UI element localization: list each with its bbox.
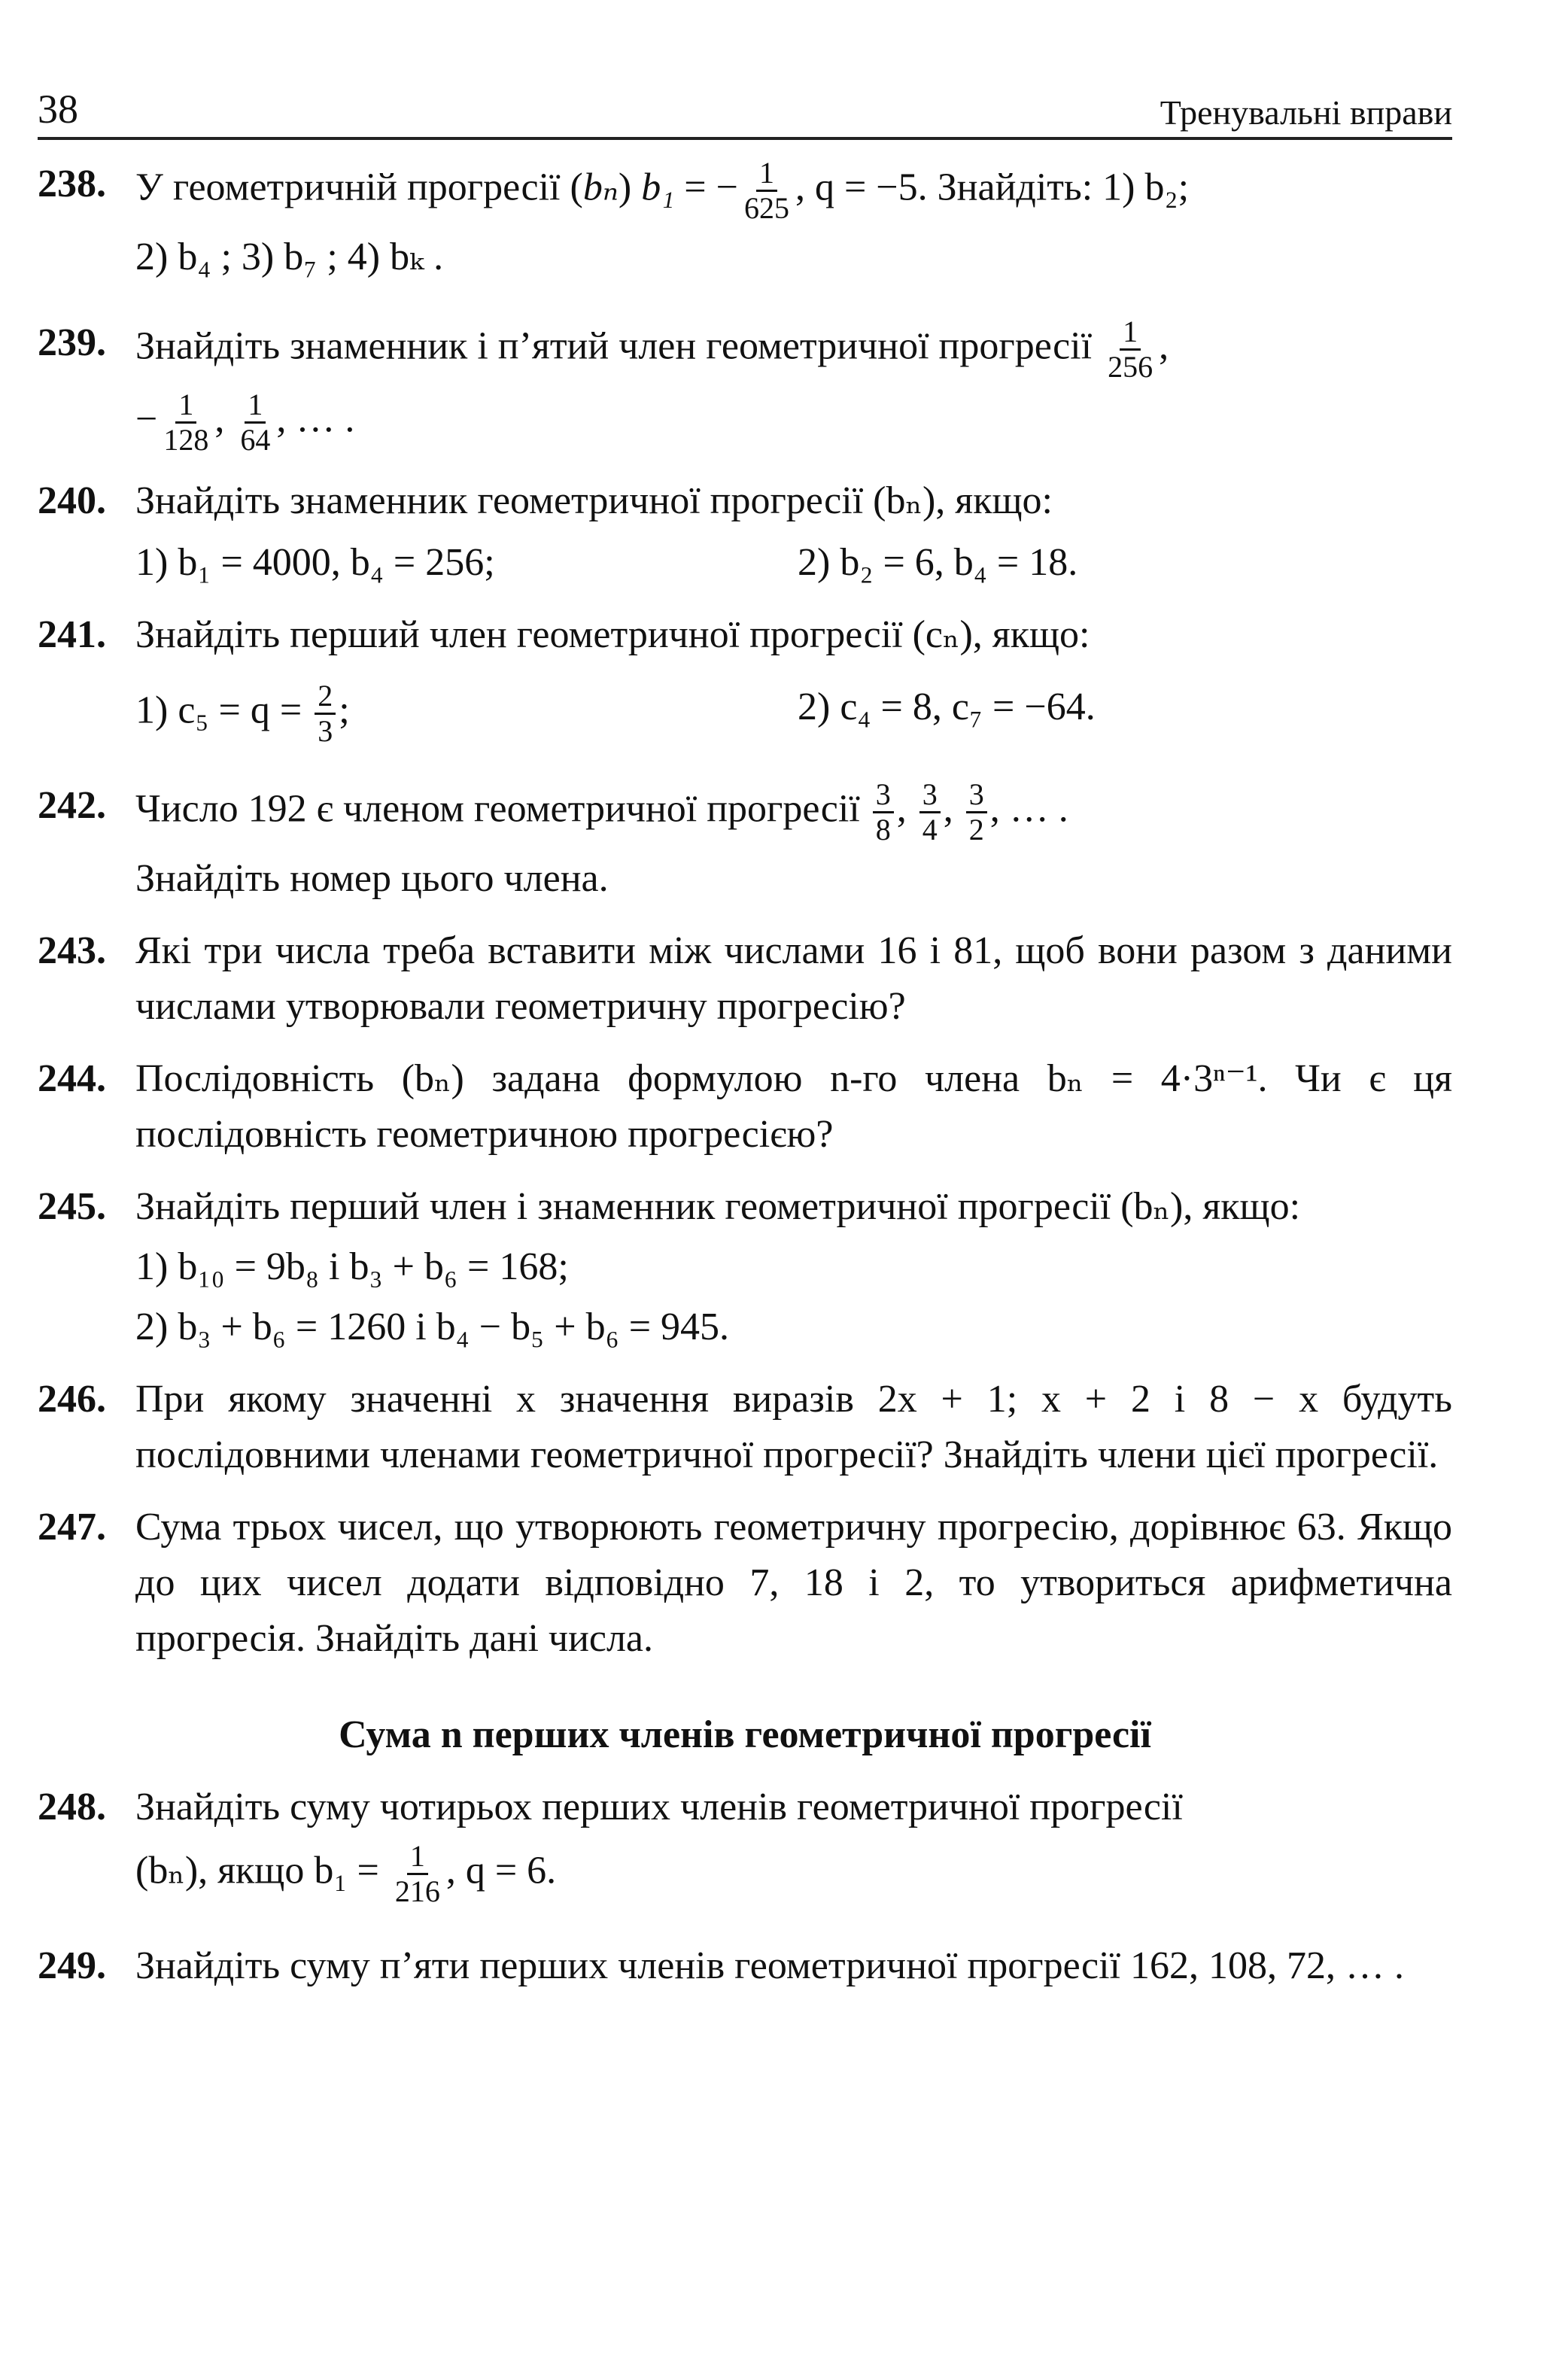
exercise-text: Знайдіть суму п’яти перших членів геометричної прогресії 162, 108, 72, … . xyxy=(135,1944,1404,1987)
exercise-number: 245. xyxy=(38,1185,106,1228)
exercise-text: , q = −5. Знайдіть: 1) b xyxy=(795,166,1165,209)
exercise-text: Послідовність (bₙ) задана формулою n-го члена bₙ = 4·3ⁿ⁻¹. Чи є ця послідовність геометричною прогресією? xyxy=(135,1057,1452,1156)
exercise-text: , xyxy=(1159,324,1169,368)
numerator: 1 xyxy=(175,388,196,424)
exercise-247 xyxy=(38,1500,1452,1667)
exercises xyxy=(38,157,1452,1994)
fraction xyxy=(392,1840,443,1908)
denominator: 625 xyxy=(743,191,789,225)
exercise-238 xyxy=(38,157,1452,285)
math-subscript: ₂ xyxy=(1164,166,1178,209)
exercise-options xyxy=(135,535,1452,591)
exercise-text: Число 192 є членом геометричної прогресії xyxy=(135,787,860,831)
ellipsis: , … . xyxy=(276,397,355,441)
exercise-text: Які три числа треба вставити між числами 16 і 81, щоб вони разом з даними числами утворювали геометричну прогресію? xyxy=(135,929,1452,1028)
fraction xyxy=(237,388,273,457)
exercise-text: = xyxy=(674,166,716,209)
exercise-242 xyxy=(38,778,1452,907)
option-2: 2) b₃ + b₆ = 1260 і b₄ − b₅ + b₆ = 945. xyxy=(135,1306,730,1348)
exercise-line xyxy=(135,315,1452,384)
fraction xyxy=(873,778,894,847)
exercise-number: 248. xyxy=(38,1786,106,1828)
exercise-text: У геометричній прогресії ( xyxy=(135,166,583,209)
exercise-line: Знайдіть номер цього члена. xyxy=(135,857,609,900)
fraction xyxy=(1105,315,1156,384)
denominator: 64 xyxy=(240,423,271,457)
exercise-249 xyxy=(38,1938,1452,1994)
exercise-line: Знайдіть знаменник геометричної прогресії (bₙ), якщо: xyxy=(135,479,1053,522)
exercise-text: , … . xyxy=(989,787,1068,831)
numerator: 3 xyxy=(966,778,987,813)
denominator: 2 xyxy=(968,813,984,847)
exercise-number: 240. xyxy=(38,479,106,522)
option-2: 2) b₂ = 6, b₄ = 18. xyxy=(798,541,1078,584)
numerator: 1 xyxy=(756,157,777,192)
option-text: 1) c₅ = q = xyxy=(135,688,302,732)
exercise-239 xyxy=(38,315,1452,457)
exercise-line: 2) b₄ ; 3) b₇ ; 4) bₖ . xyxy=(135,236,444,278)
section-title: Сума n перших членів геометричної прогресії xyxy=(339,1713,1151,1756)
exercise-options xyxy=(135,679,1452,748)
exercise-number: 249. xyxy=(38,1944,106,1987)
exercise-number: 246. xyxy=(38,1378,106,1421)
numerator: 3 xyxy=(873,778,894,813)
minus-sign: − xyxy=(135,397,158,441)
math-symbol: b₁ xyxy=(641,166,675,209)
exercise-text: (bₙ), якщо b₁ = xyxy=(135,1849,379,1892)
running-title: Тренувальні вправи xyxy=(1160,93,1452,132)
exercise-text: Сума трьох чисел, що утворюють геометричну прогресію, дорівнює 63. Якщо до цих чисел додати відповідно 7, 18 і 2, то утвориться арифметична прогресія. Знайдіть дані числа. xyxy=(135,1506,1452,1660)
denominator: 256 xyxy=(1108,350,1153,384)
denominator: 8 xyxy=(875,813,891,847)
exercise-number: 247. xyxy=(38,1506,106,1549)
exercise-number: 238. xyxy=(38,163,106,205)
exercise-line xyxy=(135,388,1452,457)
exercise-line xyxy=(135,157,1452,225)
exercise-number: 243. xyxy=(38,929,106,972)
fraction xyxy=(315,679,336,748)
page-number: 38 xyxy=(38,87,78,132)
exercise-number: 241. xyxy=(38,613,106,656)
exercise-text: , q = 6. xyxy=(445,1849,557,1892)
fraction xyxy=(966,778,987,847)
option-2: 2) c₄ = 8, c₇ = −64. xyxy=(798,685,1096,728)
fraction xyxy=(741,157,792,225)
exercise-text: При якому значенні x значення виразів 2x + 1; x + 2 і 8 − x будуть послідовними членами геометричної прогресії? Знайдіть члени цієї прогресії. xyxy=(135,1378,1452,1476)
exercise-line xyxy=(135,778,1452,847)
exercise-line xyxy=(135,1840,1452,1908)
exercise-number: 244. xyxy=(38,1057,106,1100)
option-1: 1) b₁₀ = 9b₈ і b₃ + b₆ = 168; xyxy=(135,1245,569,1288)
semicolon: ; xyxy=(339,688,350,732)
numerator: 1 xyxy=(1120,315,1141,351)
exercise-text: ; xyxy=(1178,166,1190,209)
page-header xyxy=(38,68,1452,140)
fraction xyxy=(160,388,211,457)
textbook-page xyxy=(38,68,1452,1994)
denominator: 4 xyxy=(922,813,938,847)
denominator: 3 xyxy=(318,714,333,748)
exercise-243 xyxy=(38,923,1452,1035)
exercise-241 xyxy=(38,607,1452,748)
numerator: 3 xyxy=(919,778,941,813)
exercise-text: Знайдіть знаменник і п’ятий член геометричної прогресії xyxy=(135,324,1093,368)
numerator: 2 xyxy=(315,679,336,715)
option-1 xyxy=(135,679,798,748)
math-symbol: bₙ xyxy=(582,166,619,209)
numerator: 1 xyxy=(245,388,266,424)
exercise-text: Знайдіть перший член і знаменник геометричної прогресії (bₙ), якщо: xyxy=(135,1185,1301,1228)
denominator: 128 xyxy=(163,423,209,457)
exercise-text: Знайдіть суму чотирьох перших членів геометричної прогресії xyxy=(135,1786,1183,1828)
exercise-240 xyxy=(38,473,1452,591)
separator: , xyxy=(943,787,963,831)
exercise-text: ) xyxy=(618,166,642,209)
numerator: 1 xyxy=(407,1840,428,1875)
exercise-245 xyxy=(38,1179,1452,1355)
exercise-line: Знайдіть перший член геометричної прогресії (cₙ), якщо: xyxy=(135,613,1090,656)
separator: , xyxy=(896,787,916,831)
exercise-number: 242. xyxy=(38,784,106,827)
minus-sign: − xyxy=(716,166,738,209)
exercise-246 xyxy=(38,1372,1452,1483)
exercise-number: 239. xyxy=(38,321,106,364)
exercise-244 xyxy=(38,1051,1452,1163)
separator: , xyxy=(214,397,235,441)
fraction xyxy=(919,778,941,847)
option-1: 1) b₁ = 4000, b₄ = 256; xyxy=(135,541,495,584)
denominator: 216 xyxy=(394,1874,440,1908)
exercise-248 xyxy=(38,1780,1452,1908)
